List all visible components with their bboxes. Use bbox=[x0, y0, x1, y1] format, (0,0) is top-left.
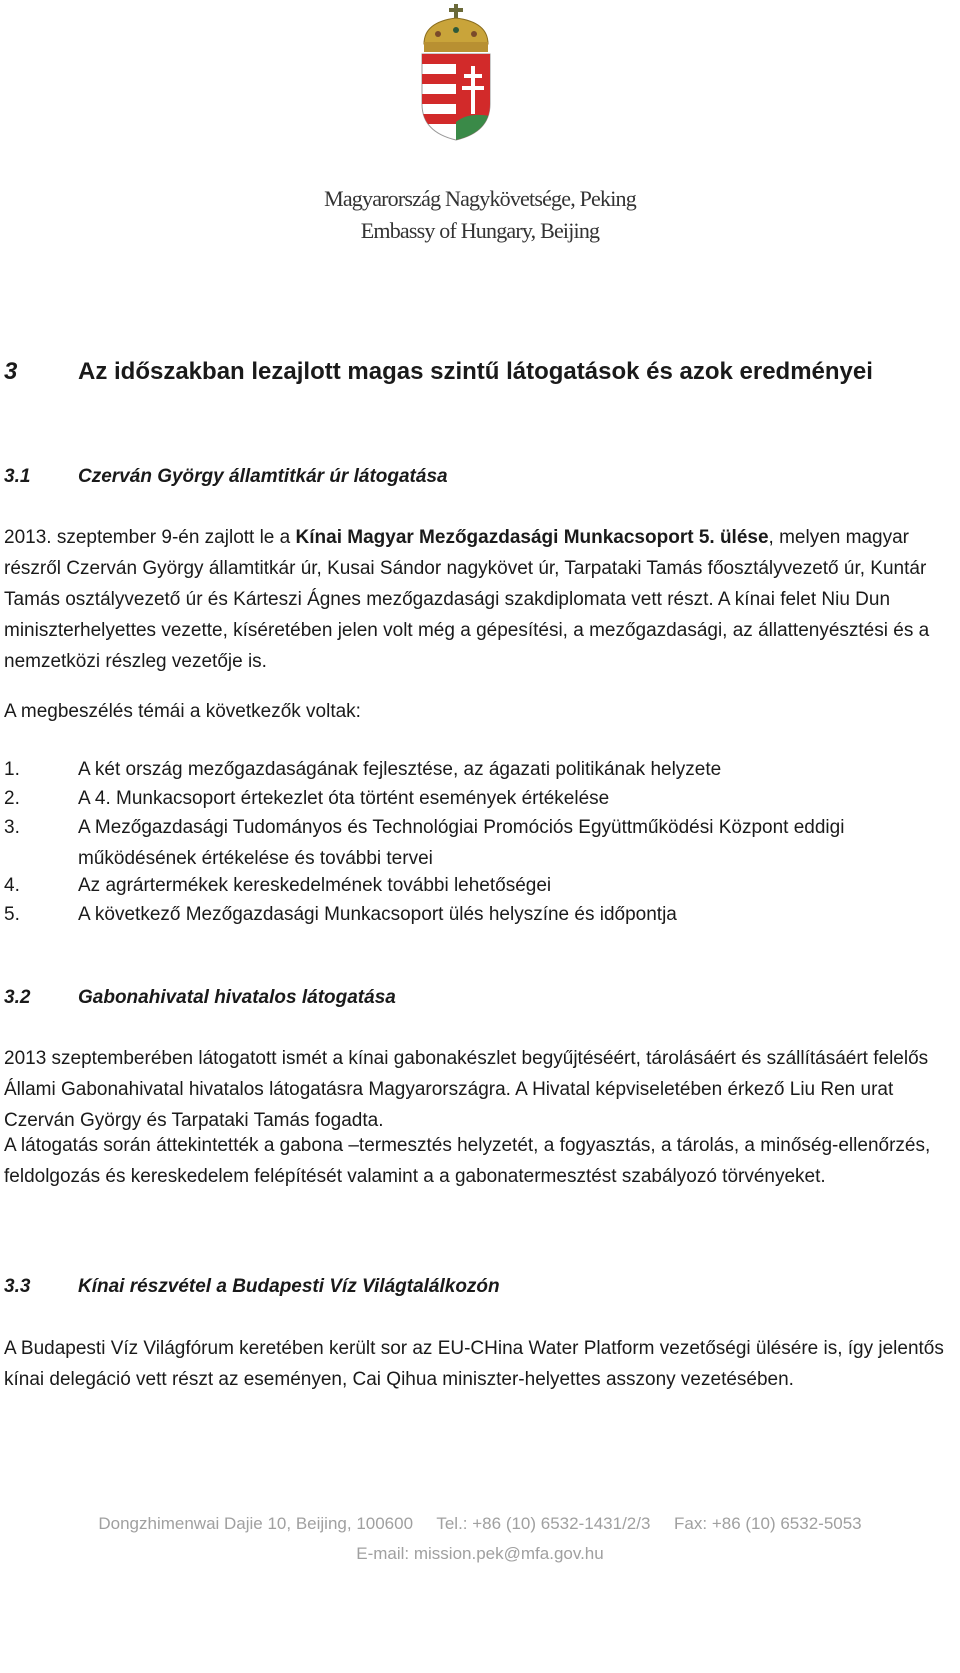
paragraph: A Budapesti Víz Világfórum keretében került sor az EU-CHina Water Platform vezetőségi ülésére is, így jelentős kínai delegáció vett részt az eseményen, Cai Qihua miniszter-helyettes asszony vezetésében. bbox=[4, 1338, 944, 1390]
section-number: 3 bbox=[4, 358, 18, 385]
section-title: Gabonahivatal hivatalos látogatása bbox=[78, 987, 396, 1008]
paragraph: A látogatás során áttekintették a gabona –termesztés helyzetét, a fogyasztás, a tárolás, a minőség-ellenőrzés, feldolgozás és kereskedelem felépítését valamint a a gabonatermesztést szabályozó törvényeket. bbox=[4, 1135, 931, 1187]
section-title: Kínai részvétel a Budapesti Víz Világtalálkozón bbox=[78, 1276, 500, 1297]
embassy-name-en: Embassy of Hungary, Beijing bbox=[360, 218, 600, 243]
section-number: 3.1 bbox=[4, 466, 31, 487]
section-title: Az időszakban lezajlott magas szintű látogatások és azok eredményei bbox=[78, 358, 873, 385]
embassy-name-hu: Magyarország Nagykövetsége, Peking bbox=[324, 186, 636, 211]
footer-email: E-mail: mission.pek@mfa.gov.hu bbox=[356, 1544, 604, 1563]
list-intro: A megbeszélés témái a következők voltak: bbox=[4, 701, 361, 722]
paragraph: 2013. szeptember 9-én zajlott le a Kínai Magyar Mezőgazdasági Munkacsoport 5. ülése, melyen magyar részről Czerván György államtitkár úr, Kusai Sándor nagykövet úr, Tarpataki Tamás főosztályvezető úr, Kuntár Tamás osztályvezető úr és Kárteszi Ágnes mezőgazdasági szakdiplomata vett részt. A kínai felet Niu Dun miniszterhelyettes vezette, kíséretében jelen volt még a gépesítési, a mezőgazdasági, az állattenyésztési és a nemzetközi részleg vezetője is. bbox=[4, 527, 930, 672]
section-number: 3.3 bbox=[4, 1276, 31, 1297]
paragraph: 2013 szeptemberében látogatott ismét a kínai gabonakészlet begyűjtéséért, tárolásáért és szállításáért felelős Állami Gabonahivatal hivatalos látogatásra Magyarországra. A Hivatal képviseletében érkező Liu Ren urat Czerván György és Tarpataki Tamás fogadta. bbox=[4, 1048, 929, 1131]
coat-of-arms-logo bbox=[418, 4, 494, 142]
footer-address: Dongzhimenwai Dajie 10, Beijing, 100600 Tel.: +86 (10) 6532-1431/2/3 Fax: +86 (10) 6532-5053 bbox=[98, 1514, 862, 1533]
section-title: Czerván György államtitkár úr látogatása bbox=[78, 466, 448, 487]
section-number: 3.2 bbox=[4, 987, 31, 1008]
